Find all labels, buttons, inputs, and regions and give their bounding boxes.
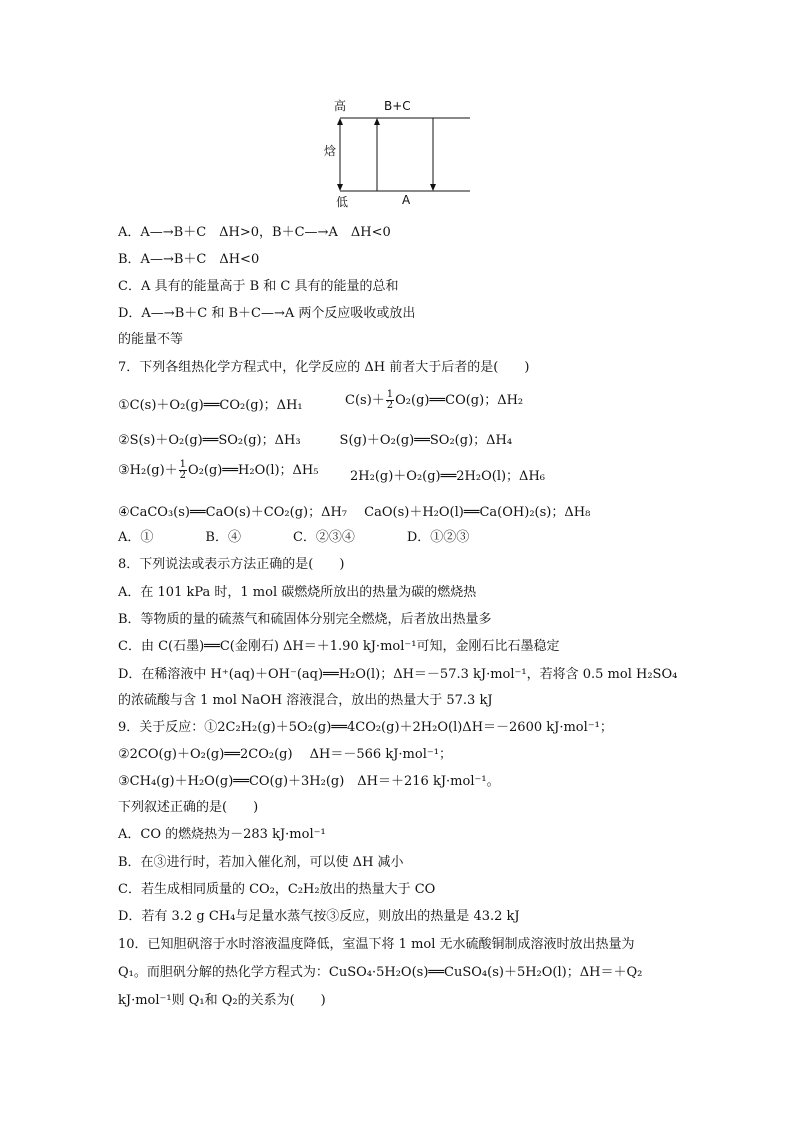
q7-eq3-fraction [179, 460, 187, 481]
q8-option-d-line2: 的浓硫酸与含 1 mol NaOH 溶液混合，放出的热量大于 57.3 kJ [118, 693, 493, 708]
q10-line2: Q₁。而胆矾分解的热化学方程式为：CuSO₄·5H₂O(s)══CuSO₄(s)＋5H₂O(l)；ΔH＝＋Q₂ [118, 965, 643, 980]
q9-ask: 下列叙述正确的是( ) [118, 800, 259, 815]
q7-eq3-right: 2H₂(g)＋O₂(g)══2H₂O(l)；ΔH₆ [350, 469, 545, 484]
q8-stem: 8．下列说法或表示方法正确的是( ) [118, 557, 345, 572]
q6-option-d-line2: 的能量不等 [118, 332, 184, 347]
q8-option-b: B．等物质的量的硫蒸气和硫固体分别完全燃烧，后者放出热量多 [118, 612, 492, 627]
q6-option-c: C．A 具有的能量高于 B 和 C 具有的能量的总和 [118, 279, 399, 294]
fraction-denominator: 2 [386, 400, 394, 411]
q8-option-c: C．由 C(石墨)══C(金刚石) ΔH＝＋1.90 kJ·mol⁻¹可知，金刚石比石墨稳定 [118, 639, 560, 654]
diagram-bottom-label: A [402, 193, 411, 207]
q8-option-a: A．在 101 kPa 时，1 mol 碳燃烧所放出的热量为碳的燃烧热 [118, 585, 477, 600]
q9-reaction-3: ③CH₄(g)＋H₂O(g)══CO(g)＋3H₂(g) ΔH＝＋216 kJ·mol⁻¹。 [118, 774, 500, 789]
q7-eq2: ②S(s)＋O₂(g)══SO₂(g)；ΔH₃ S(g)＋O₂(g)══SO₂(g)；ΔH₄ [118, 433, 513, 448]
fraction-numerator: 1 [179, 459, 187, 470]
q9-option-a: A．CO 的燃烧热为－283 kJ·mol⁻¹ [118, 827, 326, 842]
q7-eq3-left-post: O₂(g)══H₂O(l)；ΔH₅ [188, 463, 319, 478]
diagram-top-label: B+C [384, 99, 411, 113]
q9-option-d: D．若有 3.2 g CH₄与足量水蒸气按③反应，则放出的热量是 43.2 kJ [118, 909, 520, 924]
q6-option-a: A．A—→B＋C ΔH>0，B＋C—→A ΔH<0 [118, 225, 391, 240]
q7-options: A．① B．④ C．②③④ D．①②③ [118, 530, 470, 545]
q7-eq1-fraction [386, 390, 394, 411]
q8-option-d-line1: D．在稀溶液中 H⁺(aq)＋OH⁻(aq)══H₂O(l)；ΔH＝－57.3 kJ·mol⁻¹，若将含 0.5 mol H₂SO₄ [118, 667, 678, 682]
diagram-down-arrow-head [430, 184, 436, 191]
fraction-denominator: 2 [179, 470, 187, 481]
q9-option-c: C．若生成相同质量的 CO₂，C₂H₂放出的热量大于 CO [118, 882, 436, 897]
q7-eq1-right-post: O₂(g)══CO(g)；ΔH₂ [395, 393, 524, 408]
diagram-high-label: 高 [334, 99, 347, 113]
q6-option-b: B．A—→B＋C ΔH<0 [118, 252, 260, 267]
q7-eq1-right [345, 390, 523, 411]
q7-eq1-right-pre: C(s)＋ [345, 393, 385, 408]
q7-stem: 7．下列各组热化学方程式中，化学反应的 ΔH 前者大于后者的是( ) [118, 360, 530, 375]
enthalpy-diagram [318, 94, 478, 212]
q6-option-d-line1: D．A—→B＋C 和 B＋C—→A 两个反应吸收或放出 [118, 306, 416, 321]
q7-eq4: ④CaCO₃(s)══CaO(s)＋CO₂(g)；ΔH₇ CaO(s)＋H₂O(l)══Ca(OH)₂(s)；ΔH₈ [118, 505, 591, 520]
q7-eq3-left [118, 460, 318, 481]
q10-line1: 10．已知胆矾溶于水时溶液温度降低，室温下将 1 mol 无水硫酸铜制成溶液时放出热量为 [118, 937, 635, 952]
q9-reaction-2: ②2CO(g)＋O₂(g)══2CO₂(g) ΔH＝－566 kJ·mol⁻¹； [118, 747, 452, 762]
diagram-enthalpy-label: 焓 [324, 144, 337, 158]
q10-line3: kJ·mol⁻¹则 Q₁和 Q₂的关系为( ) [118, 993, 326, 1008]
q9-stem: 9．关于反应：①2C₂H₂(g)＋5O₂(g)══4CO₂(g)＋2H₂O(l)ΔH＝－2600 kJ·mol⁻¹； [118, 720, 613, 735]
diagram-axis-arrow-down [337, 184, 343, 191]
diagram-up-arrow-head [374, 118, 380, 125]
q7-eq3-left-pre: ③H₂(g)＋ [118, 463, 178, 478]
diagram-low-label: 低 [336, 195, 349, 209]
q7-eq1-left: ①C(s)＋O₂(g)══CO₂(g)；ΔH₁ [118, 398, 303, 413]
fraction-numerator: 1 [386, 389, 394, 400]
diagram-axis-arrow-up [337, 118, 343, 125]
q9-option-b: B．在③进行时，若加入催化剂，可以使 ΔH 减小 [118, 855, 404, 870]
